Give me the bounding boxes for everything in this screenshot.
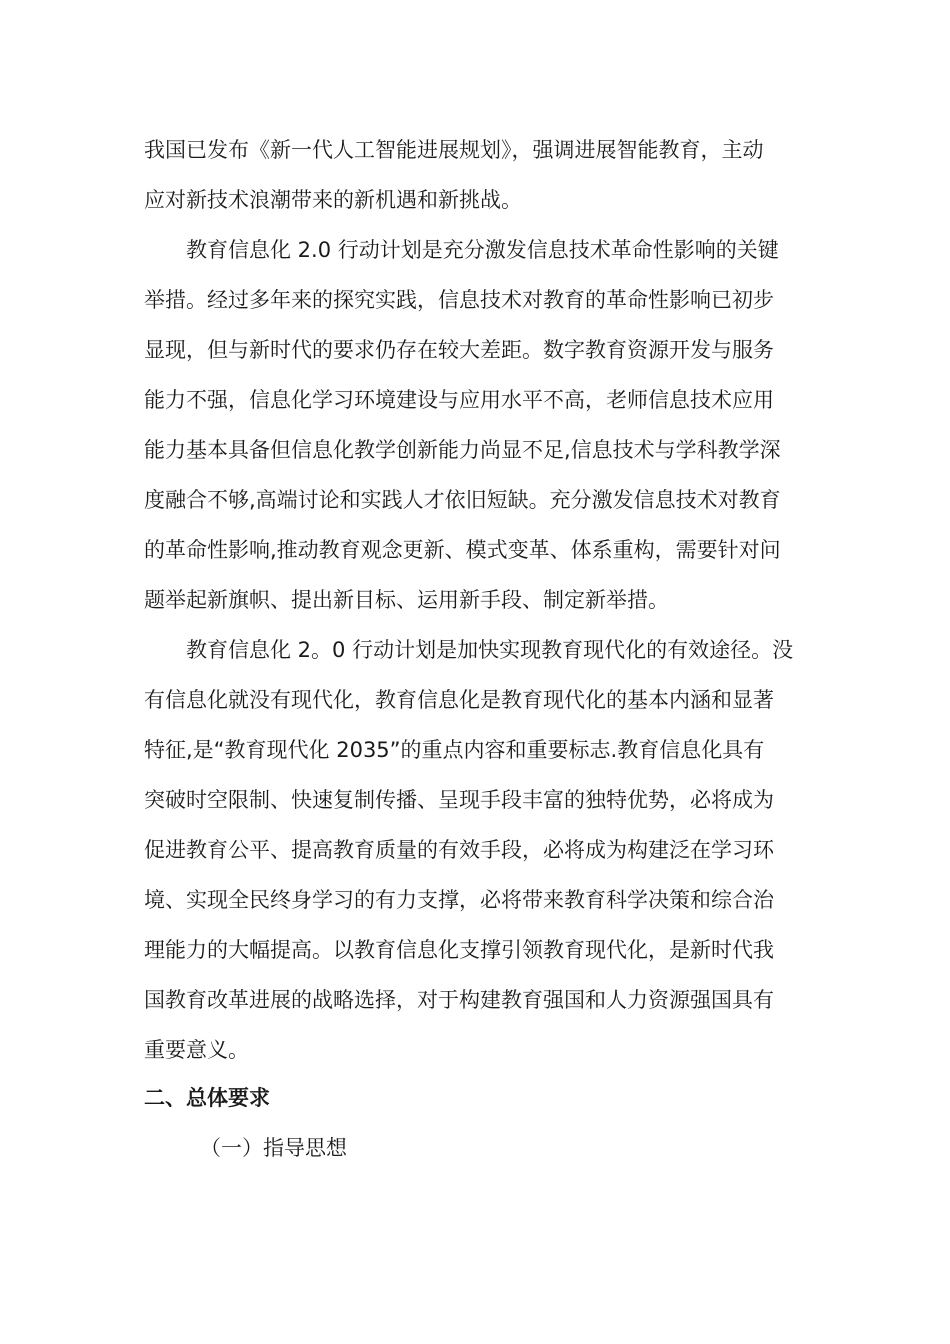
paragraph-line: 度融合不够,高端讨论和实践人才依旧短缺。充分激发信息技术对教育 bbox=[144, 488, 781, 512]
paragraph-line: 理能力的大幅提高。以教育信息化支撑引领教育现代化，是新时代我 bbox=[144, 938, 774, 962]
paragraph-line: 举措。经过多年来的探究实践，信息技术对教育的革命性影响已初步 bbox=[144, 288, 774, 312]
subsection-heading: （一）指导思想 bbox=[200, 1136, 347, 1160]
paragraph-line: 的革命性影响,推动教育观念更新、模式变革、体系重构，需要针对问 bbox=[144, 538, 781, 562]
paragraph-line: 有信息化就没有现代化，教育信息化是教育现代化的基本内涵和显著 bbox=[144, 688, 774, 712]
paragraph-line: 教育信息化 2。0 行动计划是加快实现教育现代化的有效途径。没 bbox=[186, 638, 794, 662]
section-heading: 二、总体要求 bbox=[144, 1086, 270, 1110]
paragraph-line: 境、实现全民终身学习的有力支撑，必将带来教育科学决策和综合治 bbox=[144, 888, 774, 912]
paragraph-line: 我国已发布《新一代人工智能进展规划》，强调进展智能教育，主动 bbox=[144, 138, 764, 162]
paragraph-line: 特征,是“教育现代化 2035”的重点内容和重要标志.教育信息化具有 bbox=[144, 738, 765, 762]
paragraph-line: 重要意义。 bbox=[144, 1038, 249, 1062]
paragraph-line: 能力基本具备但信息化教学创新能力尚显不足,信息技术与学科教学深 bbox=[144, 438, 781, 462]
paragraph-line: 促进教育公平、提高教育质量的有效手段，必将成为构建泛在学习环 bbox=[144, 838, 774, 862]
paragraph-line: 应对新技术浪潮带来的新机遇和新挑战。 bbox=[144, 188, 522, 212]
paragraph-line: 国教育改革进展的战略选择，对于构建教育强国和人力资源强国具有 bbox=[144, 988, 774, 1012]
paragraph-line: 题举起新旗帜、提出新目标、运用新手段、制定新举措。 bbox=[144, 588, 669, 612]
paragraph-line: 突破时空限制、快速复制传播、呈现手段丰富的独特优势，必将成为 bbox=[144, 788, 774, 812]
paragraph-line: 能力不强，信息化学习环境建设与应用水平不高，老师信息技术应用 bbox=[144, 388, 774, 412]
paragraph-line: 教育信息化 2.0 行动计划是充分激发信息技术革命性影响的关键 bbox=[186, 238, 779, 262]
paragraph-line: 显现，但与新时代的要求仍存在较大差距。数字教育资源开发与服务 bbox=[144, 338, 774, 362]
